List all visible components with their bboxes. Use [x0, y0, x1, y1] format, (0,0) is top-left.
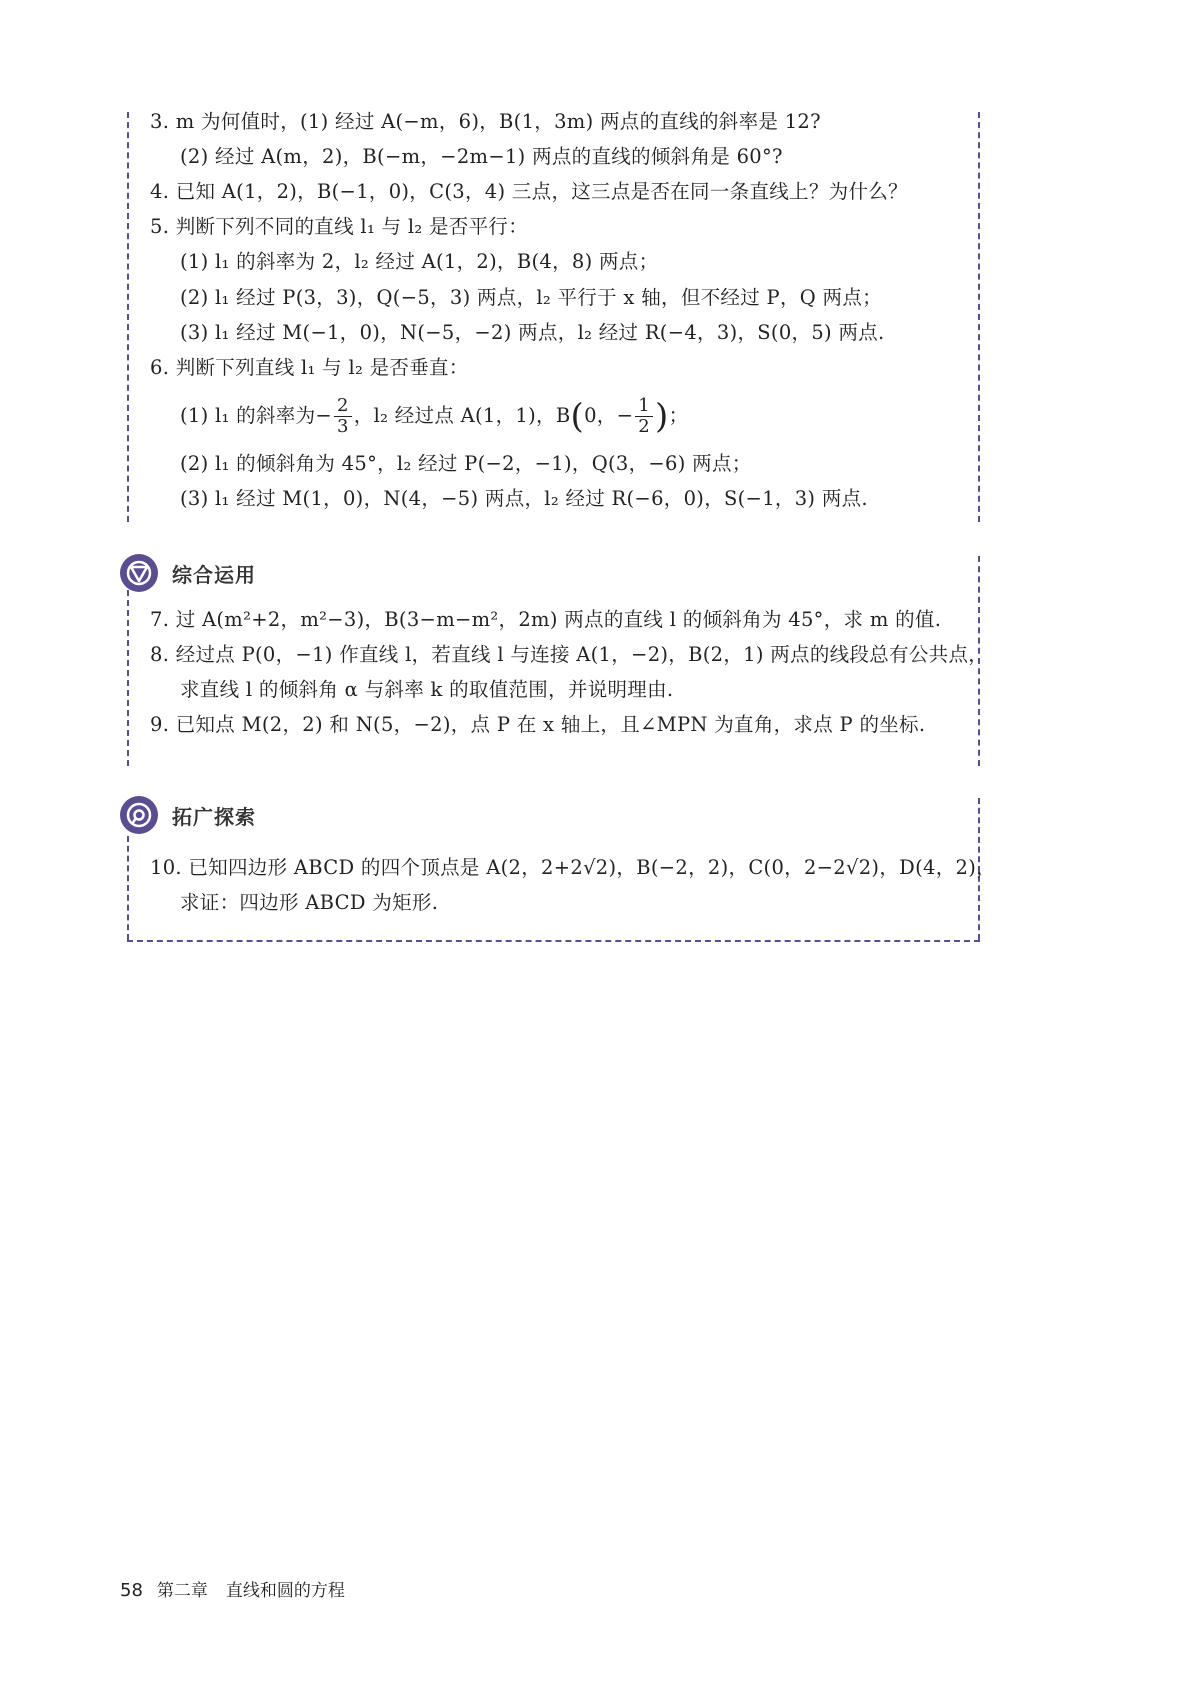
- page-footer: [120, 1576, 345, 1601]
- section-title-comprehensive: 综合运用: [172, 562, 256, 587]
- section-heading-explore: [120, 793, 256, 837]
- page-number: 58: [120, 1580, 143, 1601]
- triangle-badge-icon: [120, 554, 158, 592]
- exercise-3-line-2: (2) 经过 A(m，2)，B(−m，−2m−1) 两点的直线的倾斜角是 60°?: [180, 145, 783, 168]
- exercise-6: 6. 判断下列直线 l₁ 与 l₂ 是否垂直：: [150, 356, 469, 379]
- exercise-6-part-1: (1) l₁ 的斜率为− $\frac{2}{3}$ ，l₂ 经过点 A(1，1)，B(0，− $\frac{1}{2}$ )；: [180, 395, 689, 437]
- exercise-6-part-1-prefix: (1) l₁ 的斜率为: [180, 404, 316, 427]
- exercise-10-line-1: 10. 已知四边形 ABCD 的四个顶点是 A(2，2+2√2)，B(−2，2)，C(0，2−2√2)，D(4，2)，: [150, 856, 996, 879]
- exercise-7: 7. 过 A(m²+2，m²−3)，B(3−m−m²，2m) 两点的直线 l 的倾斜角为 45°，求 m 的值.: [150, 608, 942, 631]
- fraction-minus-two-thirds: $\frac{2}{3}$: [334, 396, 352, 437]
- fraction-minus-one-half: $\frac{1}{2}$: [635, 396, 653, 437]
- chapter-label: 第二章: [156, 1581, 208, 1601]
- exercise-5-part-1: (1) l₁ 的斜率为 2，l₂ 经过 A(1，2)，B(4，8) 两点；: [180, 250, 659, 273]
- exercise-8-line-2: 求直线 l 的倾斜角 α 与斜率 k 的取值范围，并说明理由.: [180, 678, 674, 701]
- exercise-10-line-2: 求证：四边形 ABCD 为矩形.: [180, 891, 439, 914]
- exercise-6-part-3: (3) l₁ 经过 M(1，0)，N(4，−5) 两点，l₂ 经过 R(−6，0)，S(−1，3) 两点.: [180, 487, 868, 510]
- exercise-6-part-2: (2) l₁ 的倾斜角为 45°，l₂ 经过 P(−2，−1)，Q(3，−6) 两点；: [180, 452, 752, 475]
- frame-left-1: [127, 112, 129, 522]
- frame-bottom-3: [127, 940, 980, 942]
- section-title-explore: 拓广探索: [172, 804, 256, 829]
- exercise-6-part-1-mid: ，l₂ 经过点 A(1，1)，B: [353, 404, 571, 427]
- exercise-5: 5. 判断下列不同的直线 l₁ 与 l₂ 是否平行：: [150, 215, 529, 238]
- section-heading-comprehensive: [120, 551, 256, 595]
- exercise-5-part-2: (2) l₁ 经过 P(3，3)，Q(−5，3) 两点，l₂ 平行于 x 轴，但不经过 P，Q 两点；: [180, 286, 882, 309]
- exercise-8-line-1: 8. 经过点 P(0，−1) 作直线 l，若直线 l 与连接 A(1，−2)，B(2，1) 两点的线段总有公共点，: [150, 643, 989, 666]
- chapter-title: 直线和圆的方程: [225, 1581, 345, 1601]
- exercise-5-part-3: (3) l₁ 经过 M(−1，0)，N(−5，−2) 两点，l₂ 经过 R(−4，3)，S(0，5) 两点.: [180, 321, 885, 344]
- exercise-9: 9. 已知点 M(2，2) 和 N(5，−2)，点 P 在 x 轴上，且∠MPN 为直角，求点 P 的坐标.: [150, 713, 926, 736]
- frame-left-3: [127, 836, 129, 940]
- exercise-4: 4. 已知 A(1，2)，B(−1，0)，C(3，4) 三点，这三点是否在同一条直线上？为什么？: [150, 180, 908, 203]
- circle-badge-icon: [120, 796, 158, 834]
- exercise-3-line-1: 3. m 为何值时，(1) 经过 A(−m，6)，B(1，3m) 两点的直线的斜率是 12?: [150, 110, 821, 133]
- frame-left-2: [127, 590, 129, 766]
